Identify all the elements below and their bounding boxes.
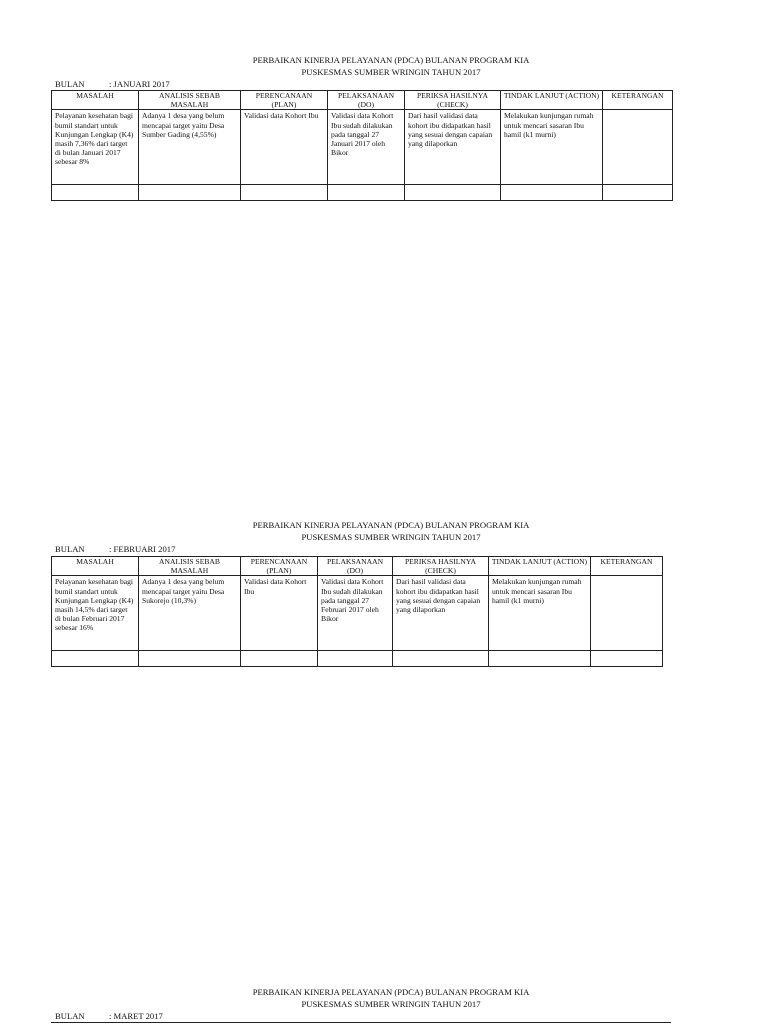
cell-tindak-lanjut: Melakukan kunjungan rumah untuk mencari sasaran Ibu hamil (k1 murni) — [489, 576, 591, 651]
header-keterangan: KETERANGAN — [603, 91, 673, 110]
cell-analisis: Adanya 1 desa yang belum mencapai target yaitu Desa Sumber Gading (4,55%) — [139, 110, 241, 185]
table-row-empty — [52, 651, 663, 667]
bulan-value: : MARET 2017 — [109, 1011, 163, 1021]
empty-cell — [591, 651, 663, 667]
table-header-row — [52, 91, 673, 110]
bulan-row — [55, 79, 170, 89]
empty-cell — [603, 185, 673, 201]
header-masalah: MASALAH — [52, 557, 139, 576]
header-tindak-lanjut: TINDAK LANJUT (ACTION) — [501, 91, 603, 110]
bulan-value: : FEBRUARI 2017 — [109, 544, 176, 554]
header-tindak-lanjut: TINDAK LANJUT (ACTION) — [489, 557, 591, 576]
empty-cell — [328, 185, 405, 201]
cell-keterangan — [603, 110, 673, 185]
report-title-line2: PUSKESMAS SUMBER WRINGIN TAHUN 2017 — [301, 67, 481, 77]
empty-cell — [501, 185, 603, 201]
empty-cell — [139, 651, 241, 667]
table-row — [52, 110, 673, 185]
header-perencanaan: PERENCANAAN (PLAN) — [241, 91, 328, 110]
cell-periksa: Dari hasil validasi data kohort ibu didapatkan hasil yang sesuai dengan capaian yang dilaporkan — [405, 110, 501, 185]
pdca-table — [51, 90, 673, 201]
empty-cell — [318, 651, 393, 667]
empty-cell — [241, 651, 318, 667]
report-title-line1: PERBAIKAN KINERJA PELAYANAN (PDCA) BULANAN PROGRAM KIA — [252, 55, 530, 65]
bulan-value: : JANUARI 2017 — [109, 79, 170, 89]
bulan-label: BULAN — [55, 1011, 85, 1021]
report-title-line2: PUSKESMAS SUMBER WRINGIN TAHUN 2017 — [301, 532, 481, 542]
bulan-row — [55, 544, 175, 554]
cell-masalah: Pelayanan kesehatan bagi bumil standart untuk Kunjungan Lengkap (K4) masih 7,36% dari target di bulan Januari 2017 sebesar 8% — [52, 110, 139, 185]
empty-cell — [52, 185, 139, 201]
report-title-line1: PERBAIKAN KINERJA PELAYANAN (PDCA) BULANAN PROGRAM KIA — [252, 520, 530, 530]
cell-perencanaan: Validasi data Kohort Ibu — [241, 576, 318, 651]
empty-cell — [139, 185, 241, 201]
report-title-line2: PUSKESMAS SUMBER WRINGIN TAHUN 2017 — [301, 999, 481, 1009]
cell-analisis: Adanya 1 desa yang belum mencapai target yaitu Desa Sukorejo (10,3%) — [139, 576, 241, 651]
header-periksa: PERIKSA HASILNYA (CHECK) — [393, 557, 489, 576]
empty-cell — [52, 651, 139, 667]
empty-cell — [241, 185, 328, 201]
header-perencanaan: PERENCANAAN (PLAN) — [241, 557, 318, 576]
cell-perencanaan: Validasi data Kohort Ibu — [241, 110, 328, 185]
cell-pelaksanaan: Validasi data Kohort Ibu sudah dilakukan pada tanggal 27 Januari 2017 oleh Bikor — [328, 110, 405, 185]
bulan-row — [55, 1011, 163, 1021]
header-pelaksanaan: PELAKSANAAN (DO) — [328, 91, 405, 110]
table-header-row — [52, 557, 663, 576]
cell-periksa: Dari hasil validasi data kohort ibu didapatkan hasil yang sesuai dengan capaian yang dilaporkan — [393, 576, 489, 651]
empty-cell — [405, 185, 501, 201]
cell-tindak-lanjut: Melakukan kunjungan rumah untuk mencari sasaran Ibu hamil (k1 murni) — [501, 110, 603, 185]
cell-pelaksanaan: Validasi data Kohort Ibu sudah dilakukan pada tanggal 27 Februari 2017 oleh Bikor — [318, 576, 393, 651]
header-keterangan: KETERANGAN — [591, 557, 663, 576]
table-top-border — [51, 1022, 671, 1023]
table-row-empty — [52, 185, 673, 201]
report-title-line1: PERBAIKAN KINERJA PELAYANAN (PDCA) BULANAN PROGRAM KIA — [252, 987, 530, 997]
empty-cell — [393, 651, 489, 667]
header-analisis: ANALISIS SEBAB MASALAH — [139, 557, 241, 576]
bulan-label: BULAN — [55, 544, 85, 554]
cell-keterangan — [591, 576, 663, 651]
bulan-label: BULAN — [55, 79, 85, 89]
cell-masalah: Pelayanan kesehatan bagi bumil standart untuk Kunjungan Lengkap (K4) masih 14,5% dari target di bulan Februari 2017 sebesar 16% — [52, 576, 139, 651]
table-row — [52, 576, 663, 651]
empty-cell — [489, 651, 591, 667]
header-masalah: MASALAH — [52, 91, 139, 110]
header-pelaksanaan: PELAKSANAAN (DO) — [318, 557, 393, 576]
header-analisis: ANALISIS SEBAB MASALAH — [139, 91, 241, 110]
header-periksa: PERIKSA HASILNYA (CHECK) — [405, 91, 501, 110]
pdca-table — [51, 556, 663, 667]
